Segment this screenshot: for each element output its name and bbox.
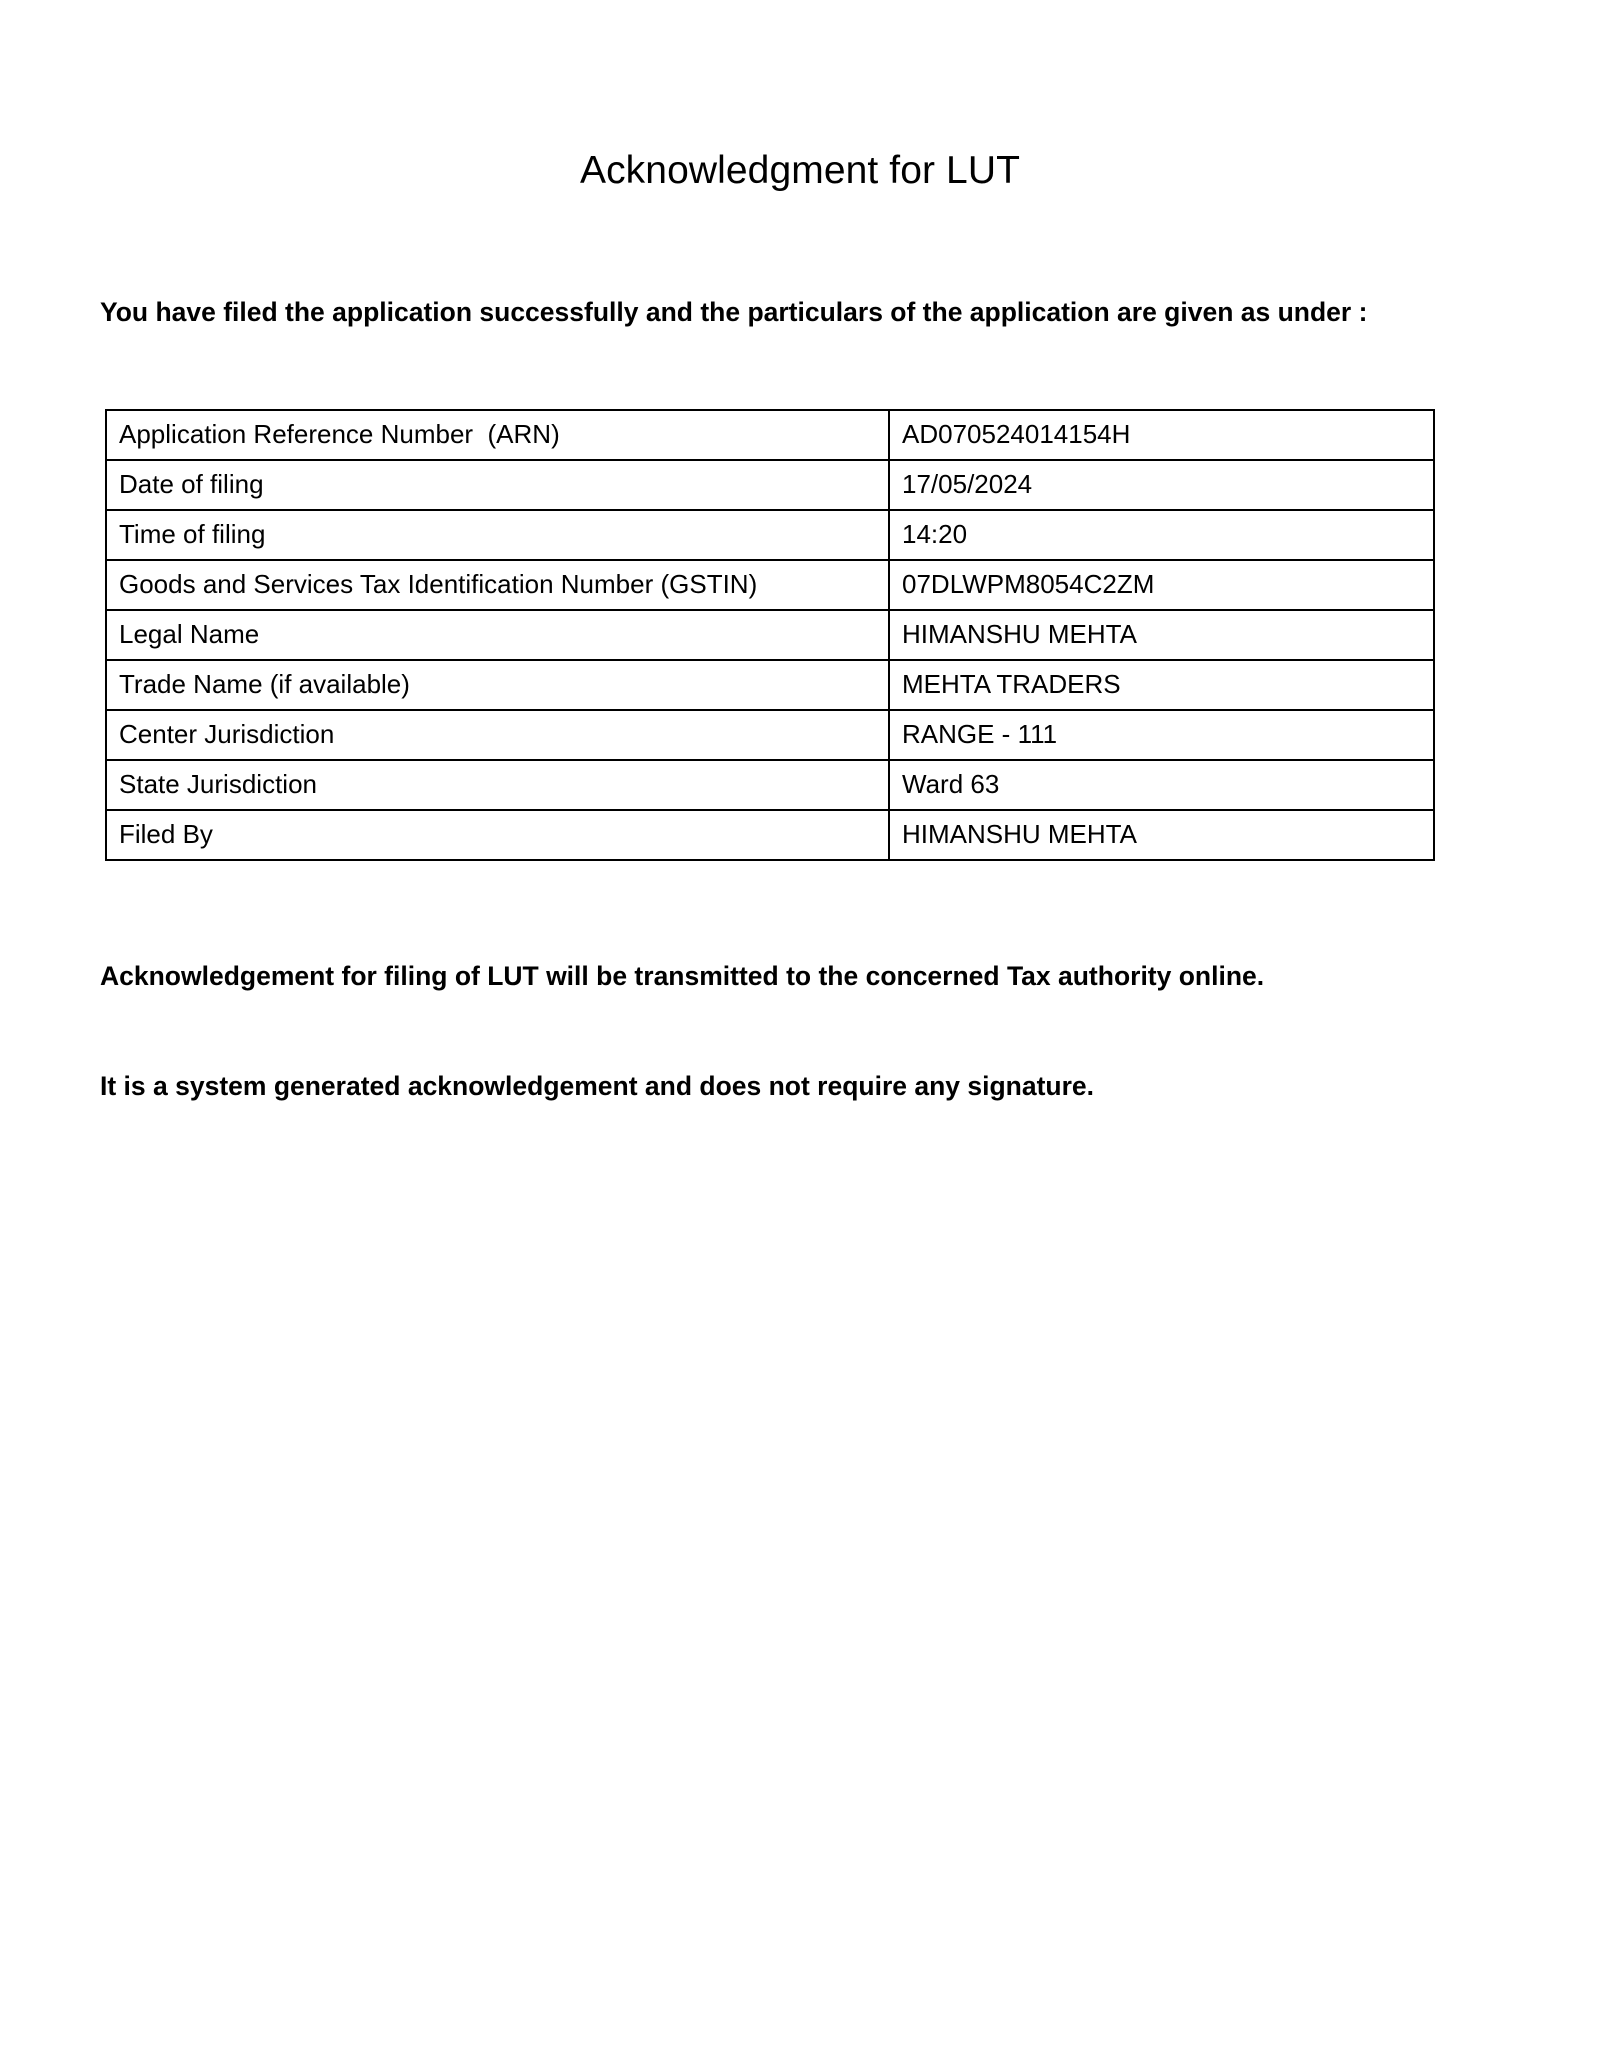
intro-paragraph: You have filed the application successfully and the particulars of the application are given as under :	[100, 297, 1368, 327]
particular-label: Center Jurisdiction	[106, 710, 889, 760]
table-row	[106, 410, 1434, 460]
particular-value: 14:20	[889, 510, 1434, 560]
table-row	[106, 460, 1434, 510]
particular-label: Trade Name (if available)	[106, 660, 889, 710]
particular-label: Legal Name	[106, 610, 889, 660]
particular-label: Time of filing	[106, 510, 889, 560]
particular-value: 07DLWPM8054C2ZM	[889, 560, 1434, 610]
table-row	[106, 560, 1434, 610]
particular-value: 17/05/2024	[889, 460, 1434, 510]
particular-value: HIMANSHU MEHTA	[889, 810, 1434, 860]
table-row	[106, 760, 1434, 810]
table-row	[106, 810, 1434, 860]
particular-label: State Jurisdiction	[106, 760, 889, 810]
closing-note-transmission: Acknowledgement for filing of LUT will be transmitted to the concerned Tax authority online.	[100, 961, 1265, 991]
particular-label: Goods and Services Tax Identification Number (GSTIN)	[106, 560, 889, 610]
particular-label: Date of filing	[106, 460, 889, 510]
application-particulars-table	[105, 409, 1435, 861]
table-row	[106, 510, 1434, 560]
particular-value: MEHTA TRADERS	[889, 660, 1434, 710]
table-row	[106, 660, 1434, 710]
particular-value: AD070524014154H	[889, 410, 1434, 460]
particular-label: Filed By	[106, 810, 889, 860]
table-row	[106, 610, 1434, 660]
page-title: Acknowledgment for LUT	[579, 149, 1021, 192]
particular-value: HIMANSHU MEHTA	[889, 610, 1434, 660]
particular-value: Ward 63	[889, 760, 1434, 810]
table-body	[106, 410, 1434, 860]
particular-label: Application Reference Number (ARN)	[106, 410, 889, 460]
particular-value: RANGE - 111	[889, 710, 1434, 760]
closing-note-signature: It is a system generated acknowledgement and does not require any signature.	[100, 1071, 1095, 1101]
table-row	[106, 710, 1434, 760]
